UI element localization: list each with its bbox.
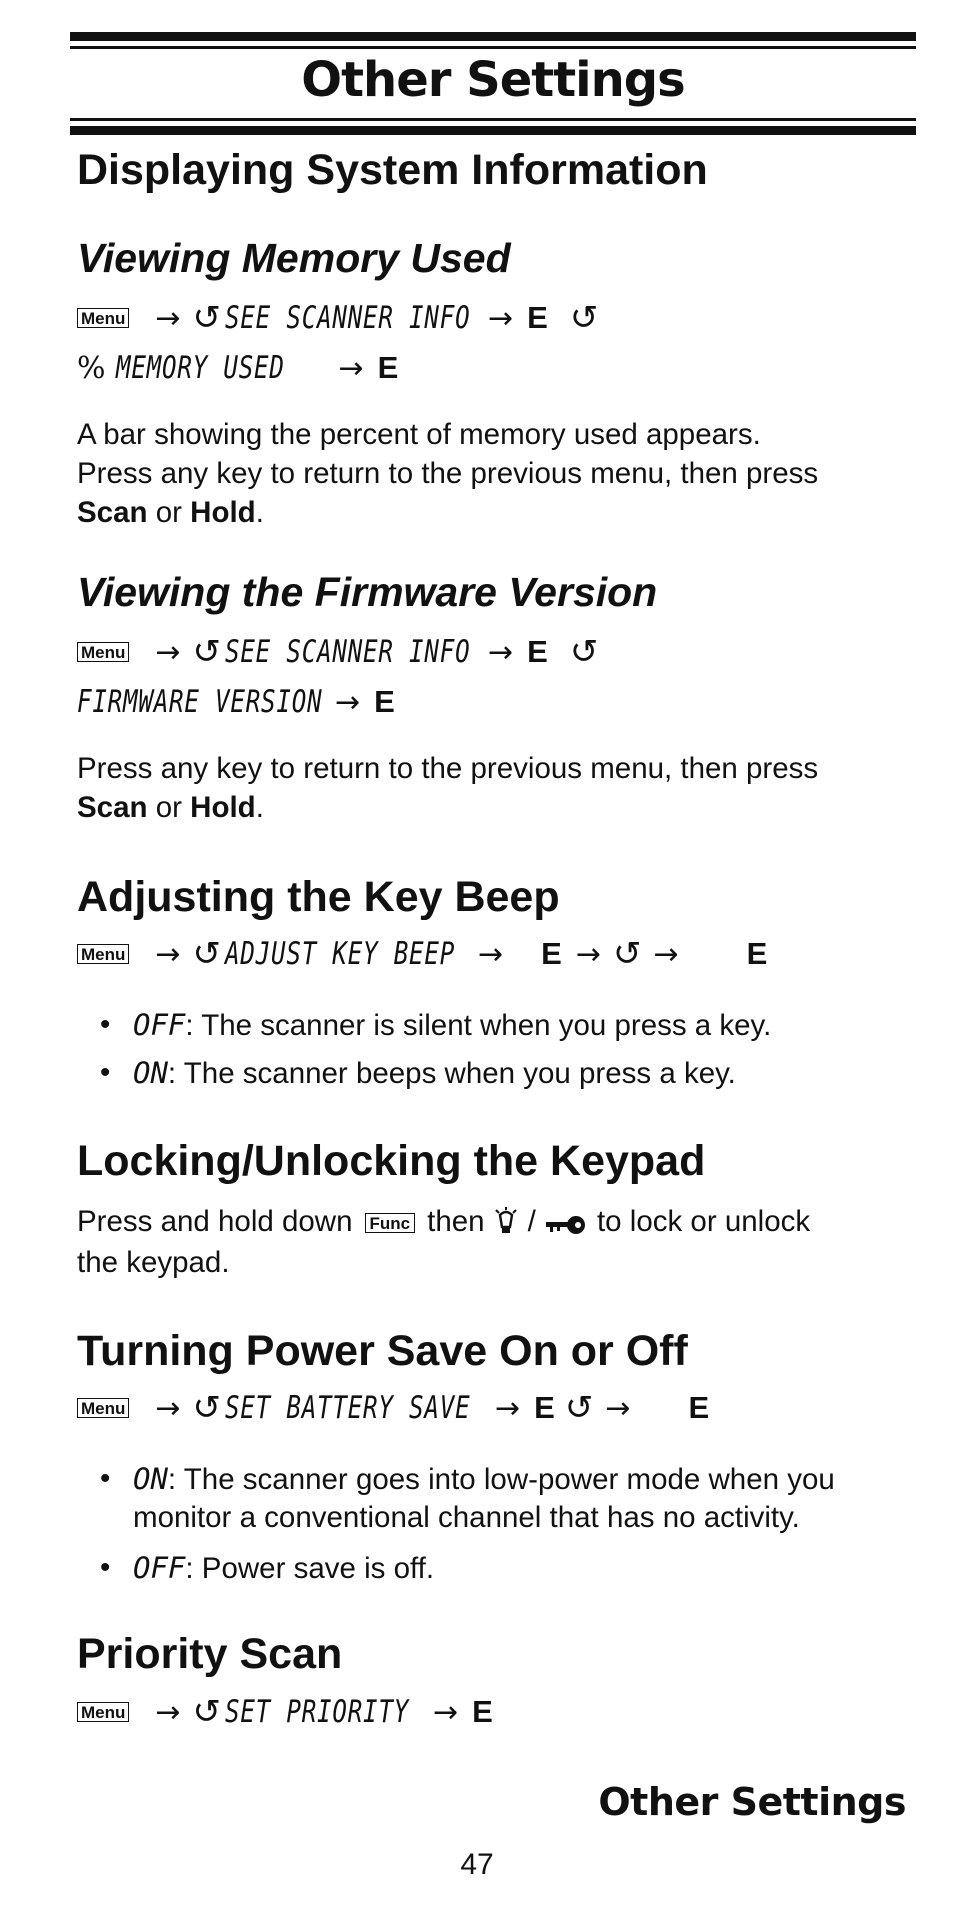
page-number: 47 bbox=[460, 1848, 494, 1881]
memory-description bbox=[77, 415, 917, 532]
arrow-icon: → bbox=[478, 936, 504, 972]
lcd-on: ON bbox=[133, 1056, 168, 1090]
scroll-control-icon: ↺ bbox=[564, 1388, 594, 1428]
header-rule-top-thin bbox=[70, 46, 916, 49]
arrow-icon: → bbox=[155, 1390, 181, 1426]
scroll-control-icon: ↺ bbox=[192, 632, 222, 672]
firmware-key-sequence-line1 bbox=[77, 630, 602, 674]
lcd-off: OFF bbox=[133, 1008, 186, 1042]
page-title: Other Settings bbox=[301, 52, 685, 108]
arrow-icon: → bbox=[605, 1390, 631, 1426]
menu-key: Menu bbox=[77, 308, 129, 328]
memory-key-sequence-line1 bbox=[77, 296, 602, 340]
memory-text-line2: Press any key to return to the previous menu, then press bbox=[77, 457, 819, 490]
footer-section-title: Other Settings bbox=[598, 1780, 906, 1824]
bullet-dot: • bbox=[100, 1551, 111, 1584]
scroll-control-icon: ↺ bbox=[569, 632, 599, 672]
key-beep-bullet-on bbox=[100, 1054, 920, 1093]
hold-key-label: Hold bbox=[190, 496, 256, 529]
lcd-on: ON bbox=[133, 1462, 168, 1496]
scroll-control-icon: ↺ bbox=[192, 1388, 222, 1428]
bullet-text: : The scanner is silent when you press a key. bbox=[185, 1009, 772, 1042]
arrow-icon: → bbox=[155, 634, 181, 670]
scan-key-label: Scan bbox=[77, 791, 148, 824]
key-beep-bullet-off bbox=[100, 1006, 920, 1045]
priority-key-sequence bbox=[77, 1690, 499, 1734]
arrow-icon: → bbox=[488, 300, 514, 336]
keypad-text-d: the keypad. bbox=[77, 1245, 230, 1279]
bullet-text-line1: : The scanner goes into low-power mode when you bbox=[167, 1463, 835, 1496]
func-key: Func bbox=[365, 1213, 416, 1233]
power-save-key-sequence bbox=[77, 1386, 715, 1430]
arrow-icon: → bbox=[335, 684, 361, 720]
e-key: E bbox=[746, 936, 768, 971]
arrow-icon: → bbox=[155, 300, 181, 336]
bullet-dot: • bbox=[100, 1462, 111, 1495]
firmware-key-sequence-line2 bbox=[77, 680, 401, 724]
e-key: E bbox=[527, 300, 548, 335]
scroll-control-icon: ↺ bbox=[192, 298, 222, 338]
period: . bbox=[255, 496, 264, 529]
heading-priority-scan: Priority Scan bbox=[77, 1630, 343, 1678]
firmware-description bbox=[77, 749, 917, 827]
menu-key: Menu bbox=[77, 642, 129, 662]
e-key: E bbox=[472, 1694, 493, 1729]
keypad-text-b: then bbox=[427, 1205, 485, 1238]
or-text: or bbox=[155, 496, 182, 529]
arrow-icon: → bbox=[495, 1390, 521, 1426]
power-save-bullet-on bbox=[100, 1460, 920, 1537]
key-lock-icon bbox=[544, 1207, 597, 1240]
scroll-control-icon: ↺ bbox=[569, 298, 599, 338]
lcd-memory-used: MEMORY USED bbox=[115, 350, 285, 386]
heading-keypad-lock: Locking/Unlocking the Keypad bbox=[77, 1137, 706, 1185]
heading-system-info: Displaying System Information bbox=[77, 146, 708, 194]
scroll-control-icon: ↺ bbox=[192, 1692, 222, 1732]
menu-key: Menu bbox=[77, 1702, 129, 1722]
lcd-set-battery-save: SET BATTERY SAVE bbox=[225, 1390, 471, 1426]
period: . bbox=[255, 791, 264, 824]
e-key: E bbox=[527, 634, 548, 669]
bullet-text: : Power save is off. bbox=[185, 1552, 435, 1585]
hold-key-label: Hold bbox=[190, 791, 256, 824]
arrow-icon: → bbox=[433, 1694, 459, 1730]
arrow-icon: → bbox=[488, 634, 514, 670]
menu-key: Menu bbox=[77, 1398, 129, 1418]
percent-symbol: % bbox=[77, 350, 106, 386]
arrow-icon: → bbox=[155, 1694, 181, 1730]
light-bulb-icon bbox=[493, 1207, 528, 1240]
e-key: E bbox=[534, 1390, 555, 1425]
heading-key-beep: Adjusting the Key Beep bbox=[77, 873, 560, 921]
firmware-text-line1: Press any key to return to the previous menu, then press bbox=[77, 752, 819, 785]
bullet-dot: • bbox=[100, 1056, 111, 1089]
lcd-see-scanner-info: SEE SCANNER INFO bbox=[225, 300, 471, 336]
e-key: E bbox=[374, 684, 395, 719]
keypad-description bbox=[77, 1202, 917, 1282]
arrow-icon: → bbox=[155, 936, 181, 972]
e-key: E bbox=[541, 936, 562, 971]
header-rule-bottom-thick bbox=[70, 126, 916, 135]
bullet-text-line2: monitor a conventional channel that has no activity. bbox=[133, 1501, 800, 1534]
bullet-text: : The scanner beeps when you press a key. bbox=[167, 1057, 736, 1090]
menu-key: Menu bbox=[77, 944, 129, 964]
memory-key-sequence-line2 bbox=[77, 346, 404, 390]
slash: / bbox=[527, 1205, 536, 1238]
keypad-text-c: to lock or unlock bbox=[596, 1205, 811, 1238]
key-beep-key-sequence bbox=[77, 932, 773, 976]
lcd-firmware-version: FIRMWARE VERSION bbox=[77, 684, 323, 720]
lcd-off: OFF bbox=[133, 1551, 186, 1585]
scroll-control-icon: ↺ bbox=[613, 934, 642, 974]
e-key: E bbox=[377, 350, 399, 385]
arrow-icon: → bbox=[338, 350, 364, 386]
lcd-adjust-key-beep: ADJUST KEY BEEP bbox=[225, 936, 456, 972]
header-rule-bottom-thin bbox=[70, 118, 916, 121]
page-header bbox=[70, 32, 916, 135]
power-save-bullet-off bbox=[100, 1549, 920, 1588]
heading-power-save: Turning Power Save On or Off bbox=[77, 1327, 688, 1375]
heading-firmware-version: Viewing the Firmware Version bbox=[77, 569, 658, 615]
lcd-see-scanner-info: SEE SCANNER INFO bbox=[225, 634, 471, 670]
scroll-control-icon: ↺ bbox=[192, 934, 222, 974]
scan-key-label: Scan bbox=[77, 496, 148, 529]
keypad-text-a: Press and hold down bbox=[77, 1205, 353, 1238]
e-key: E bbox=[688, 1390, 710, 1425]
arrow-icon: → bbox=[653, 936, 679, 972]
heading-memory-used: Viewing Memory Used bbox=[77, 235, 511, 281]
header-rule-top-thick bbox=[70, 32, 916, 41]
memory-text-line1: A bar showing the percent of memory used appears. bbox=[77, 418, 761, 451]
arrow-icon: → bbox=[575, 936, 601, 972]
lcd-set-priority: SET PRIORITY bbox=[225, 1694, 410, 1730]
bullet-dot: • bbox=[100, 1008, 111, 1041]
or-text: or bbox=[155, 791, 182, 824]
